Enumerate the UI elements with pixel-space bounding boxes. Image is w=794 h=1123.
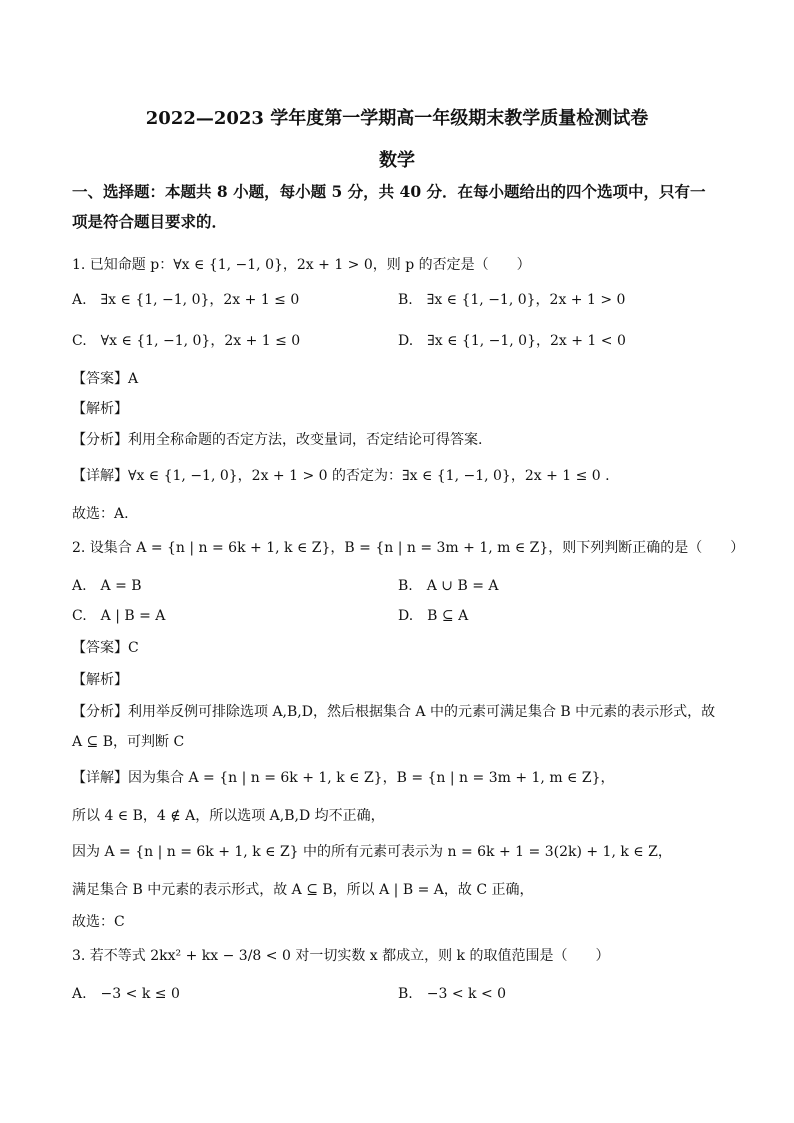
question-3-stem: 3. 若不等式 2kx² + kx − 3/8 < 0 对一切实数 x 都成立，则 k 的取值范围是（ ） <box>72 948 610 964</box>
page-title: 2022—2023 学年度第一学期高一年级期末教学质量检测试卷 <box>145 108 649 129</box>
question-3-option-a: A. −3 < k ≤ 0 <box>72 986 180 1002</box>
question-2-fenxi-line2: A ⊆ B，可判断 C <box>72 734 185 750</box>
question-1-option-a: A. ∃x ∈ {1, −1, 0}，2x + 1 ≤ 0 <box>72 292 300 308</box>
subject-title: 数学 <box>379 150 415 171</box>
question-2-option-a: A. A = B <box>72 578 142 594</box>
question-2-analysis-label: 【解析】 <box>72 672 128 688</box>
section-heading-line2: 项是符合题目要求的． <box>72 212 228 231</box>
question-2-choose: 故选：C <box>72 914 125 930</box>
question-1-detail: 【详解】∀x ∈ {1, −1, 0}，2x + 1 > 0 的否定为：∃x ∈ {1, −1, 0}，2x + 1 ≤ 0 . <box>72 468 610 484</box>
question-2-reason-line1: 所以 4 ∈ B，4 ∉ A，所以选项 A,B,D 均不正确， <box>72 808 385 824</box>
question-2-answer: 【答案】C <box>72 640 139 656</box>
question-2-reason-line2: 因为 A = {n | n = 6k + 1, k ∈ Z} 中的所有元素可表示为 n = 6k + 1 = 3(2k) + 1, k ∈ Z， <box>72 844 672 860</box>
question-3-option-b: B. −3 < k < 0 <box>398 986 507 1002</box>
question-1-analysis-label: 【解析】 <box>72 401 128 417</box>
question-2-reason-line3: 满足集合 B 中元素的表示形式，故 A ⊆ B，所以 A | B = A，故 C 正确， <box>72 882 534 898</box>
question-1-option-c: C. ∀x ∈ {1, −1, 0}，2x + 1 ≤ 0 <box>72 333 301 349</box>
question-2-stem: 2. 设集合 A = {n | n = 6k + 1, k ∈ Z}，B = {n | n = 3m + 1, m ∈ Z}，则下列判断正确的是（ ） <box>72 540 745 556</box>
question-1-fenxi: 【分析】利用全称命题的否定方法，改变量词，否定结论可得答案. <box>72 432 483 448</box>
question-1-option-d: D. ∃x ∈ {1, −1, 0}，2x + 1 < 0 <box>398 333 626 349</box>
question-2-detail: 【详解】因为集合 A = {n | n = 6k + 1, k ∈ Z}，B = {n | n = 3m + 1, m ∈ Z}， <box>72 770 615 786</box>
section-heading-line1: 一、选择题：本题共 8 小题，每小题 5 分，共 40 分．在每小题给出的四个选项中，只有一 <box>72 182 706 201</box>
question-1-stem: 1. 已知命题 p：∀x ∈ {1, −1, 0}，2x + 1 > 0，则 p 的否定是（ ） <box>72 257 531 273</box>
question-2-option-b: B. A ∪ B = A <box>398 578 499 594</box>
question-2-option-c: C. A | B = A <box>72 608 166 624</box>
question-1-option-b: B. ∃x ∈ {1, −1, 0}，2x + 1 > 0 <box>398 292 626 308</box>
question-2-fenxi-line1: 【分析】利用举反例可排除选项 A,B,D，然后根据集合 A 中的元素可满足集合 B 中元素的表示形式，故 <box>72 704 716 720</box>
question-1-choose: 故选：A. <box>72 506 129 522</box>
question-1-answer: 【答案】A <box>72 371 139 387</box>
question-2-option-d: D. B ⊆ A <box>398 608 469 624</box>
